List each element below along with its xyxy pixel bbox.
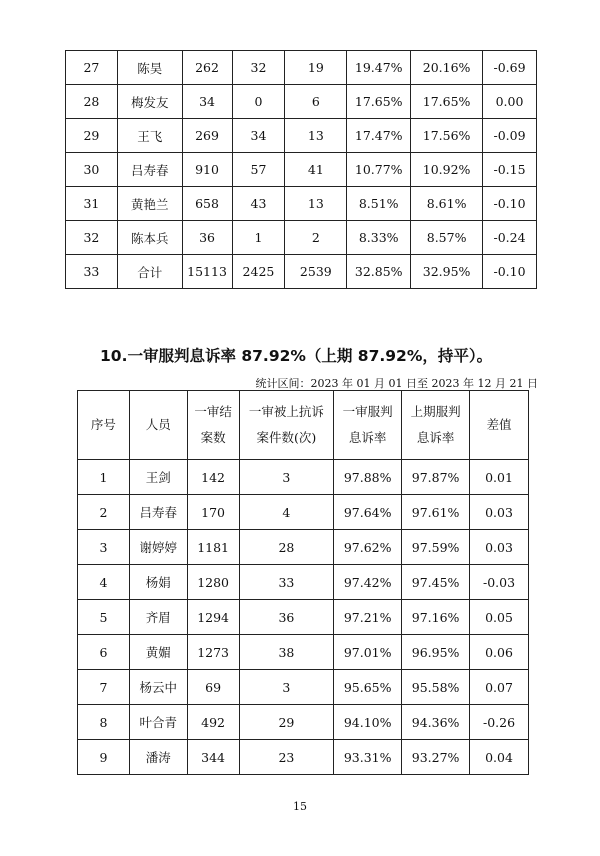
header-cell xyxy=(187,391,239,460)
cell: 33 xyxy=(239,565,334,600)
cell: 2539 xyxy=(285,255,347,289)
cell: 8.33% xyxy=(347,221,411,255)
cell: 1181 xyxy=(187,530,239,565)
cell: 10.92% xyxy=(411,153,483,187)
cell: 陈昊 xyxy=(117,51,182,85)
cell: 344 xyxy=(187,740,239,775)
cell: 黄媚 xyxy=(129,635,187,670)
cell: 1294 xyxy=(187,600,239,635)
cell: 2 xyxy=(285,221,347,255)
cell: -0.24 xyxy=(483,221,537,255)
cell: 0.00 xyxy=(483,85,537,119)
cell: -0.15 xyxy=(483,153,537,187)
cell: 9 xyxy=(78,740,130,775)
cell: 38 xyxy=(239,635,334,670)
cell: 梅发友 xyxy=(117,85,182,119)
cell: -0.09 xyxy=(483,119,537,153)
cell: 合计 xyxy=(117,255,182,289)
header-line: 案数 xyxy=(200,430,226,445)
header-cell: 差值 xyxy=(470,391,529,460)
cell: 262 xyxy=(182,51,232,85)
cell: 3 xyxy=(239,460,334,495)
cell: 0.03 xyxy=(470,530,529,565)
table-row xyxy=(78,705,529,740)
cell: 95.65% xyxy=(334,670,402,705)
cell: 杨云中 xyxy=(129,670,187,705)
table-row xyxy=(78,565,529,600)
cell: 30 xyxy=(66,153,118,187)
header-line: 案件数(次) xyxy=(256,430,317,445)
cell: 3 xyxy=(78,530,130,565)
table-row xyxy=(78,670,529,705)
cell: 13 xyxy=(285,119,347,153)
cell: 69 xyxy=(187,670,239,705)
table-row-total xyxy=(66,255,537,289)
cell: 97.62% xyxy=(334,530,402,565)
header-line: 一审被上抗诉 xyxy=(248,404,324,419)
cell: 2 xyxy=(78,495,130,530)
table-row xyxy=(78,740,529,775)
cell: 36 xyxy=(239,600,334,635)
header-line: 上期服判 xyxy=(410,404,461,419)
cell: 0.06 xyxy=(470,635,529,670)
cell: 97.42% xyxy=(334,565,402,600)
cell: 28 xyxy=(66,85,118,119)
cell: 0 xyxy=(232,85,285,119)
section-heading: 10.一审服判息诉率 87.92%（上期 87.92%，持平）。 xyxy=(100,347,493,365)
cell: 97.61% xyxy=(402,495,470,530)
cell: 20.16% xyxy=(411,51,483,85)
header-cell xyxy=(402,391,470,460)
cell: 8.57% xyxy=(411,221,483,255)
cell: 0.05 xyxy=(470,600,529,635)
cell: 96.95% xyxy=(402,635,470,670)
cell: 32.85% xyxy=(347,255,411,289)
cell: 658 xyxy=(182,187,232,221)
cell: 57 xyxy=(232,153,285,187)
cell: 28 xyxy=(239,530,334,565)
cell: 吕寿春 xyxy=(117,153,182,187)
cell: 17.65% xyxy=(347,85,411,119)
cell: 15113 xyxy=(182,255,232,289)
cell: 29 xyxy=(239,705,334,740)
cell: 269 xyxy=(182,119,232,153)
cell: 6 xyxy=(78,635,130,670)
cell: -0.69 xyxy=(483,51,537,85)
cell: 6 xyxy=(285,85,347,119)
cell: 97.01% xyxy=(334,635,402,670)
header-cell xyxy=(239,391,334,460)
table-row xyxy=(66,221,537,255)
table-row xyxy=(66,153,537,187)
header-line: 一审服判 xyxy=(342,404,393,419)
cell: 0.04 xyxy=(470,740,529,775)
header-line: 一审结 xyxy=(194,404,232,419)
cell: 13 xyxy=(285,187,347,221)
table-row xyxy=(66,51,537,85)
table-row xyxy=(66,187,537,221)
cell: 94.10% xyxy=(334,705,402,740)
cell: 17.65% xyxy=(411,85,483,119)
page-number: 15 xyxy=(293,800,307,813)
cell: 43 xyxy=(232,187,285,221)
cell: 0.07 xyxy=(470,670,529,705)
cell: 7 xyxy=(78,670,130,705)
cell: 97.64% xyxy=(334,495,402,530)
cell: 17.47% xyxy=(347,119,411,153)
cell: 32 xyxy=(232,51,285,85)
cell: 27 xyxy=(66,51,118,85)
cell: 23 xyxy=(239,740,334,775)
cell: 97.45% xyxy=(402,565,470,600)
cell: 97.21% xyxy=(334,600,402,635)
cell: 31 xyxy=(66,187,118,221)
header-line: 息诉率 xyxy=(348,430,387,445)
cell: 97.88% xyxy=(334,460,402,495)
table-row xyxy=(78,635,529,670)
header-cell: 人员 xyxy=(129,391,187,460)
cell: 2425 xyxy=(232,255,285,289)
table-row xyxy=(78,600,529,635)
cell: 叶合青 xyxy=(129,705,187,740)
cell: 97.87% xyxy=(402,460,470,495)
cell: 93.31% xyxy=(334,740,402,775)
cell: 29 xyxy=(66,119,118,153)
ranking-table-continued xyxy=(65,50,537,289)
cell: 10.77% xyxy=(347,153,411,187)
cell: 142 xyxy=(187,460,239,495)
cell: 93.27% xyxy=(402,740,470,775)
cell: 36 xyxy=(182,221,232,255)
header-cell xyxy=(334,391,402,460)
cell: 齐眉 xyxy=(129,600,187,635)
table-row xyxy=(78,495,529,530)
cell: -0.10 xyxy=(483,187,537,221)
cell: 8.61% xyxy=(411,187,483,221)
cell: 97.59% xyxy=(402,530,470,565)
cell: 1280 xyxy=(187,565,239,600)
cell: 94.36% xyxy=(402,705,470,740)
cell: 王飞 xyxy=(117,119,182,153)
cell: 97.16% xyxy=(402,600,470,635)
cell: 95.58% xyxy=(402,670,470,705)
cell: 陈本兵 xyxy=(117,221,182,255)
cell: 王剑 xyxy=(129,460,187,495)
cell: 4 xyxy=(239,495,334,530)
cell: 33 xyxy=(66,255,118,289)
stat-range: 统计区间：2023 年 01 月 01 日至 2023 年 12 月 21 日 xyxy=(255,377,538,390)
cell: -0.03 xyxy=(470,565,529,600)
table-row xyxy=(78,530,529,565)
cell: 4 xyxy=(78,565,130,600)
cell: 1 xyxy=(232,221,285,255)
cell: 17.56% xyxy=(411,119,483,153)
cell: 5 xyxy=(78,600,130,635)
cell: 41 xyxy=(285,153,347,187)
cell: -0.26 xyxy=(470,705,529,740)
cell: 黄艳兰 xyxy=(117,187,182,221)
cell: 潘涛 xyxy=(129,740,187,775)
table-row xyxy=(78,460,529,495)
cell: 8 xyxy=(78,705,130,740)
table-row xyxy=(66,85,537,119)
cell: 34 xyxy=(232,119,285,153)
cell: 19.47% xyxy=(347,51,411,85)
cell: 170 xyxy=(187,495,239,530)
cell: 492 xyxy=(187,705,239,740)
header-cell: 序号 xyxy=(78,391,130,460)
cell: 3 xyxy=(239,670,334,705)
header-line: 息诉率 xyxy=(416,430,455,445)
cell: 0.03 xyxy=(470,495,529,530)
cell: 8.51% xyxy=(347,187,411,221)
cell: 910 xyxy=(182,153,232,187)
cell: 0.01 xyxy=(470,460,529,495)
cell: 1273 xyxy=(187,635,239,670)
acceptance-rate-table xyxy=(77,390,529,775)
cell: 1 xyxy=(78,460,130,495)
cell: 32.95% xyxy=(411,255,483,289)
cell: 谢婷婷 xyxy=(129,530,187,565)
table-row xyxy=(66,119,537,153)
cell: 34 xyxy=(182,85,232,119)
table-header-row xyxy=(78,391,529,460)
cell: 吕寿春 xyxy=(129,495,187,530)
cell: 32 xyxy=(66,221,118,255)
cell: 杨娟 xyxy=(129,565,187,600)
cell: 19 xyxy=(285,51,347,85)
cell: -0.10 xyxy=(483,255,537,289)
